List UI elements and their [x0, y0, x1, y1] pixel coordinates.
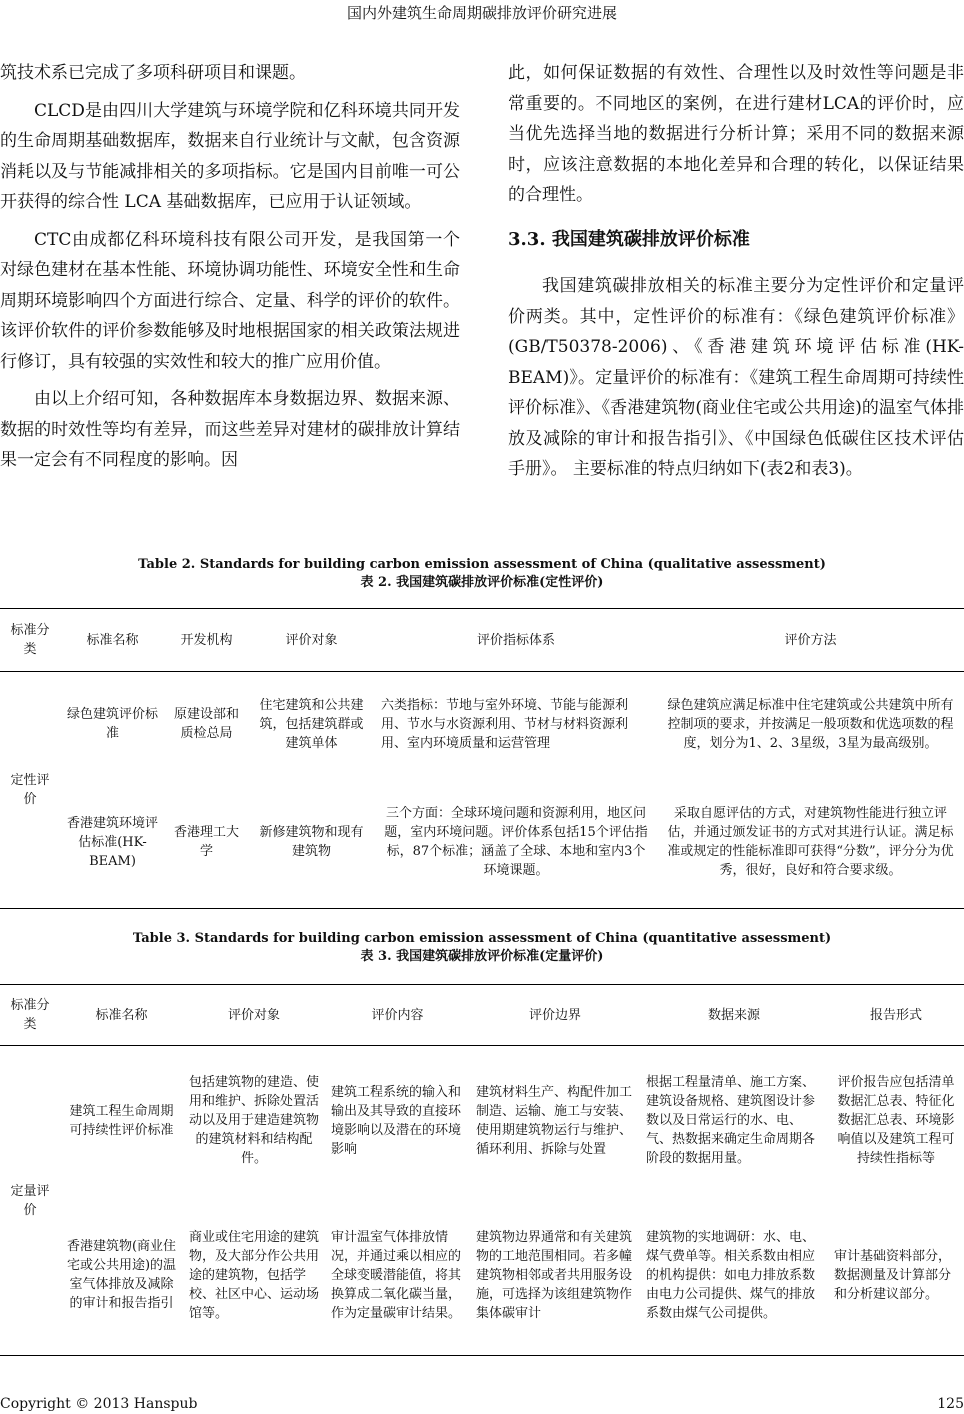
column-header: 标准分类	[10, 623, 50, 657]
column-header: 标准分类	[10, 998, 50, 1032]
table-row	[0, 672, 964, 777]
column-header: 评价指标体系	[476, 632, 555, 648]
column-header: 数据来源	[707, 1007, 760, 1023]
table-cell: 包括建筑物的建造、使用和维护、拆除处置活动以及用于建造建筑物的建筑材料和结构配件。	[189, 1075, 320, 1167]
table-cell: 住宅建筑和公共建筑，包括建筑群或建筑单体	[259, 697, 364, 751]
paragraph: 由以上介绍可知，各种数据库本身数据边界、数据来源、数据的时效性等均有差异，而这些差异对建材的碳排放计算结果一定会有不同程度的影响。因	[0, 389, 460, 470]
column-header: 评价内容	[371, 1007, 424, 1023]
table-cell: 根据工程量清单、施工方案、建筑设备规格、建筑图设计参数以及日常运行的水、电、气、热数据来确定生命周期各阶段的数据用量。	[646, 1075, 816, 1167]
column-header: 标准名称	[95, 1007, 148, 1023]
column-header: 报告形式	[869, 1007, 922, 1023]
running-header: 国内外建筑生命周期碳排放评价研究进展	[346, 4, 617, 22]
section-heading: 3.3. 我国建筑碳排放评价标准	[508, 228, 750, 250]
table3	[0, 984, 964, 1356]
column-header: 评价对象	[227, 1007, 280, 1023]
table-cell: 建筑物的实地调研：水、电、煤气费单等。相关系数由相应的机构提供：如电力排放系数由电力公司提供、煤气的排放系数由煤气公司提供。	[646, 1229, 816, 1321]
table-cell: 评价报告应包括清单数据汇总表、特征化数据汇总表、环境影响值以及建筑工程可持续性指标等	[837, 1075, 955, 1167]
table2-caption-en: Table 2. Standards for building carbon emission assessment of China (qualitative assessment)	[138, 557, 826, 572]
table-cell: 绿色建筑应满足标准中住宅建筑或公共建筑中所有控制项的要求，并按满足一般项数和优选项数的程度，划分为1、2、3星级，3星为最高级别。	[667, 697, 954, 751]
column-header: 评价方法	[784, 632, 837, 648]
copyright: Copyright © 2013 Hanspub	[0, 1396, 198, 1412]
table-cell: 建筑工程生命周期可持续性评价标准	[69, 1103, 174, 1138]
table-row	[0, 777, 964, 909]
table-row	[0, 1196, 964, 1356]
column-header: 开发机构	[180, 632, 233, 648]
table-cell: 香港建筑环境评估标准(HK-BEAM)	[66, 815, 158, 869]
table2-caption-zh: 表 2. 我国建筑碳排放评价标准(定性评价)	[360, 575, 604, 590]
category-cell: 定性评价	[10, 773, 50, 807]
table2-caption	[0, 556, 964, 592]
table-cell: 建筑工程系统的输入和输出及其导致的直接环境影响以及潜在的环境影响	[331, 1084, 462, 1157]
table2	[0, 608, 964, 909]
table-cell: 绿色建筑评价标准	[66, 707, 158, 742]
column-header: 评价边界	[528, 1007, 581, 1023]
table3-caption-en: Table 3. Standards for building carbon emission assessment of China (quantitative assessment)	[132, 931, 832, 946]
table-cell: 商业或住宅用途的建筑物，及大部分作公共用途的建筑物，包括学校、社区中心、运动场馆等。	[189, 1229, 320, 1321]
table3-caption-zh: 表 3. 我国建筑碳排放评价标准(定量评价)	[360, 949, 604, 964]
right-column	[508, 58, 964, 492]
table-cell: 香港建筑物(商业住宅或公共用途)的温室气体排放及减除的审计和报告指引	[66, 1239, 177, 1312]
table-cell: 香港理工大学	[173, 825, 239, 860]
table3-caption	[0, 930, 964, 966]
paragraph: CTC由成都亿科环境科技有限公司开发，是我国第一个对绿色建材在基本性能、环境协调功能性、环境安全性和生命周期环境影响四个方面进行综合、定量、科学的评价的软件。该评价软件的评价参数能够及时地根据国家的相关政策法规进行修订，具有较强的实效性和较大的推广应用价值。	[0, 229, 460, 372]
table-row	[0, 1046, 964, 1196]
table-cell: 建筑物边界通常和有关建筑物的工地范围相同。若多幢建筑物相邻或者共用服务设施，可选择为该组建筑物作集体碳审计	[476, 1229, 633, 1321]
table-cell: 建筑材料生产、构配件加工制造、运输、施工与安装、使用期建筑物运行与维护、循环利用、拆除与处置	[476, 1084, 633, 1157]
paragraph: 我国建筑碳排放相关的标准主要分为定性评价和定量评价两类。其中，定性评价的标准有：《绿色建筑评价标准》(GB/T50378-2006)、《香港建筑环境评估标准(HK-BEAM)》。定量评价的标准有：《建筑工程生命周期可持续性评价标准》、《香港建筑物(商业住宅或公共用途)的温室气体排放及减除的审计和报告指引》、《中国绿色低碳住区技术评估手册》。 主要标准的特点归纳如下(表2和表3)。	[508, 276, 964, 479]
page-number: 125	[937, 1396, 964, 1412]
table-cell: 原建设部和质检总局	[173, 707, 239, 742]
left-column	[0, 58, 460, 483]
paragraph: 此，如何保证数据的有效性、合理性以及时效性等问题是非常重要的。不同地区的案例，在进行建材LCA的评价时，应当优先选择当地的数据进行分析计算；采用不同的数据来源时，应该注意数据的本地化差异和合理的转化，以保证结果的合理性。	[508, 63, 964, 205]
category-cell: 定量评价	[10, 1183, 50, 1218]
paragraph: 筑技术系已完成了多项科研项目和课题。	[0, 63, 306, 83]
table-cell: 审计温室气体排放情况，并通过乘以相应的全球变暖潜能值，将其换算成二氧化碳当量，作为定量碳审计结果。	[331, 1229, 462, 1321]
column-header: 评价对象	[285, 632, 338, 648]
table-cell: 采取自愿评估的方式，对建筑物性能进行独立评估，并通过颁发证书的方式对其进行认证。满足标准或规定的性能标准即可获得“分数”，评分分为优秀，很好，良好和符合要求级。	[667, 806, 954, 879]
table-cell: 六类指标：节地与室外环境、节能与能源利用、节水与水资源利用、节材与材料资源利用、室内环境质量和运营管理	[381, 697, 629, 751]
table-cell: 三个方面：全球环境问题和资源利用，地区问题，室内环境问题。评价体系包括15个评估指标，87个标准；涵盖了全球、本地和室内3个环境课题。	[384, 806, 648, 879]
table-cell: 审计基础资料部分，数据测量及计算部分和分析建议部分。	[834, 1248, 952, 1302]
column-header: 标准名称	[86, 632, 139, 648]
paragraph: CLCD是由四川大学建筑与环境学院和亿科环境共同开发的生命周期基础数据库，数据来自行业统计与文献，包含资源消耗以及与节能减排相关的多项指标。它是国内目前唯一可公开获得的综合性 LCA 基础数据库，已应用于认证领域。	[0, 100, 460, 212]
table-cell: 新修建筑物和现有建筑物	[259, 825, 364, 860]
